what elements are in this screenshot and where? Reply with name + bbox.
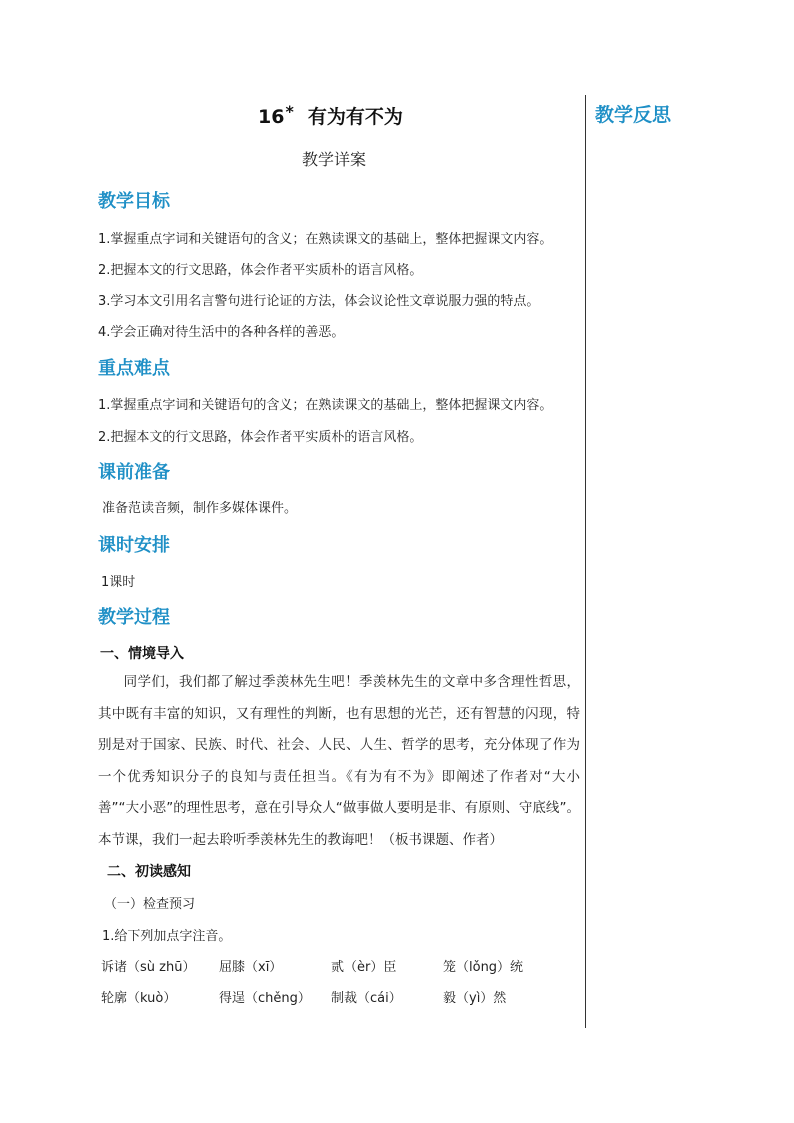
pinyin-item: 笼（lǒng）统 xyxy=(443,960,524,975)
document-subtitle: 教学详案 xyxy=(302,150,367,169)
schedule-heading: 课时安排 xyxy=(98,535,170,556)
preview-check-heading: （一）检查预习 xyxy=(104,897,196,912)
key-point-item: 1.掌握重点字词和关键语句的含义；在熟读课文的基础上，整体把握课文内容。 xyxy=(98,398,553,413)
preparation-text: 准备范读音频，制作多媒体课件。 xyxy=(102,501,298,516)
pinyin-item: 诉诸（sù zhū） xyxy=(101,960,196,975)
pinyin-task: 1.给下列加点字注音。 xyxy=(102,929,232,944)
goals-heading: 教学目标 xyxy=(98,191,170,212)
pinyin-item: 贰（èr）臣 xyxy=(331,960,397,975)
pinyin-item: 得逞（chěng） xyxy=(219,991,311,1006)
key-point-item: 2.把握本文的行文思路，体会作者平实质朴的语言风格。 xyxy=(98,430,423,445)
pinyin-item: 轮廓（kuò） xyxy=(101,991,177,1006)
lesson-number xyxy=(258,102,294,128)
section-first-reading-heading: 二、初读感知 xyxy=(107,864,191,880)
lesson-number-value: 16 xyxy=(258,106,285,128)
schedule-text: 1课时 xyxy=(101,575,136,590)
pinyin-item: 屈膝（xī） xyxy=(219,960,283,975)
goal-item: 4.学会正确对待生活中的各种各样的善恶。 xyxy=(98,325,345,340)
key-points-heading: 重点难点 xyxy=(98,358,170,379)
intro-paragraph: 同学们，我们都了解过季羡林先生吧！季羡林先生的文章中多含理性哲思，其中既有丰富的知识，又有理性的判断，也有思想的光芒，还有智慧的闪现，特别是对于国家、民族、时代、社会、人民、人生、哲学的思考，充分体现了作为一个优秀知识分子的良知与责任担当。《有为有不为》即阐述了作者对“大小善”“大小恶”的理性思考，意在引导众人“做事做人要明是非、有原则、守底线”。本节课，我们一起去聆听季羡林先生的教诲吧！（板书课题、作者） xyxy=(98,674,580,848)
pinyin-item: 毅（yì）然 xyxy=(443,991,507,1006)
preparation-heading: 课前准备 xyxy=(98,462,170,483)
reflection-heading: 教学反思 xyxy=(595,104,672,126)
process-heading: 教学过程 xyxy=(98,607,170,628)
lesson-title-text: 有为有不为 xyxy=(307,106,403,128)
column-divider xyxy=(585,95,586,1028)
lesson-title xyxy=(258,102,403,129)
goal-item: 2.把握本文的行文思路，体会作者平实质朴的语言风格。 xyxy=(98,263,423,278)
goal-item: 1.掌握重点字词和关键语句的含义；在熟读课文的基础上，整体把握课文内容。 xyxy=(98,232,553,247)
goal-item: 3.学习本文引用名言警句进行论证的方法，体会议论性文章说服力强的特点。 xyxy=(98,294,540,309)
section-intro-heading: 一、情境导入 xyxy=(100,646,184,662)
optional-lesson-star: * xyxy=(285,102,294,121)
pinyin-item: 制裁（cái） xyxy=(331,991,402,1006)
